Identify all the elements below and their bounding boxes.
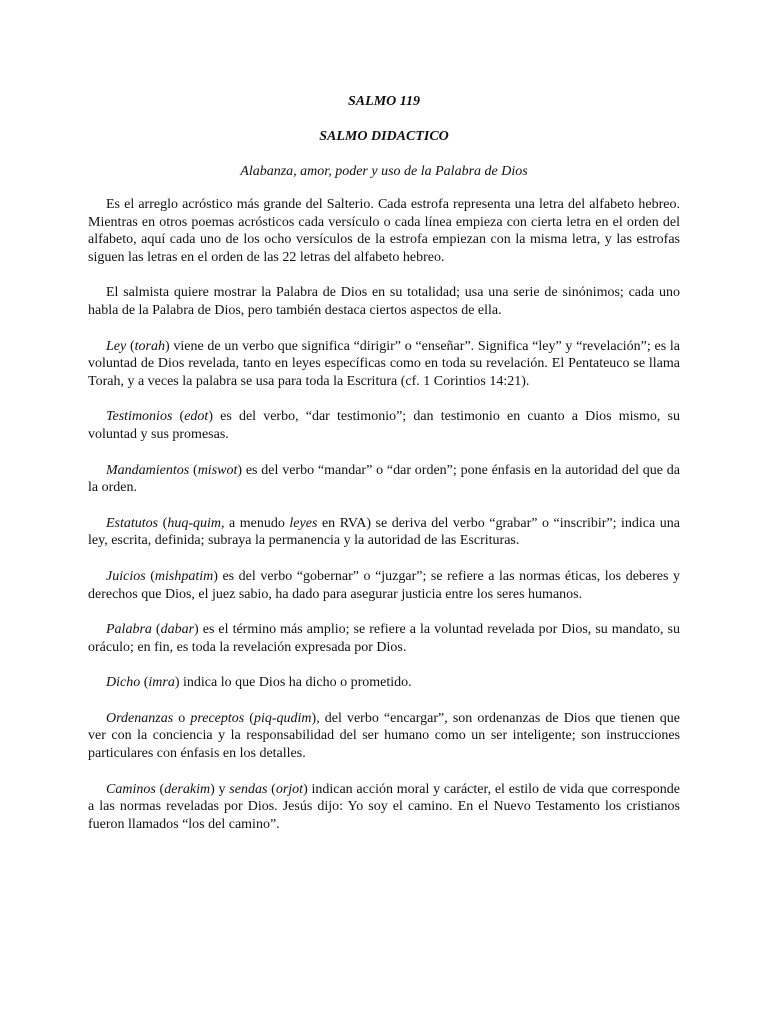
term-juicios: Juicios: [106, 568, 146, 584]
document-tagline: Alabanza, amor, poder y uso de la Palabra de Dios: [240, 164, 528, 179]
paragraph-ordenanzas: Ordenanzas o preceptos (piq-qudim), del verbo “encargar”, son ordenanzas de Dios que tienen que ver con la conciencia y la responsabilidad del ser humano como un ser inteligente; son instrucciones particulares con énfasis en los detalles.: [88, 710, 680, 762]
paragraph-testimonios: Testimonios (edot) es del verbo, “dar testimonio”; dan testimonio en cuanto a Dios mismo, su voluntad y sus promesas.: [88, 409, 680, 442]
term-estatutos: Estatutos: [106, 515, 159, 531]
paragraph-palabra: Palabra (dabar) es el término más amplio; se refiere a la voluntad revelada por Dios, su mandato, su oráculo; en fin, es toda la revelación expresada por Dios.: [88, 622, 680, 655]
paragraph-estatutos: Estatutos (huq-quim, a menudo leyes en RVA) se deriva del verbo “grabar” o “inscribir”; indica una ley, escrita, definida; subraya la permanencia y la autoridad de las Escrituras.: [88, 515, 680, 549]
document-heading: SALMO DIDACTICO: [319, 129, 449, 144]
paragraph-mandamientos: Mandamientos (miswot) es del verbo “mandar” o “dar orden”; pone énfasis en la autoridad del que da la orden.: [88, 462, 680, 496]
term-leyes: leyes: [289, 515, 318, 531]
hebrew-torah: torah: [134, 338, 165, 354]
hebrew-piq-qudim: piq-qudim: [253, 710, 312, 726]
hebrew-dabar: dabar: [160, 622, 195, 638]
hebrew-edot: edot: [184, 409, 209, 425]
term-preceptos: preceptos: [190, 710, 245, 726]
term-testimonios: Testimonios: [106, 409, 173, 425]
intro-paragraph-2: El salmista quiere mostrar la Palabra de Dios en su totalidad; usa una serie de sinónimos; cada uno habla de la Palabra de Dios, pero también destaca ciertos aspectos de ella.: [88, 285, 680, 318]
paragraph-caminos: Caminos (derakim) y sendas (orjot) indican acción moral y carácter, el estilo de vida que corresponde a las normas reveladas por Dios. Jesús dijo: Yo soy el camino. En el Nuevo Testamento los cristianos fueron llamados “los del camino”.: [88, 781, 680, 832]
hebrew-mishpatim: mishpatim: [154, 568, 214, 584]
term-sendas: sendas: [229, 781, 268, 797]
document-page: [88, 90, 680, 851]
paragraph-ley: Ley (torah) viene de un verbo que significa “dirigir” o “enseñar”. Significa “ley” y “revelación”; es la voluntad de Dios revelada, tanto en leyes específicas como en toda su revelación. El Pentateuco se llama Torah, y a veces la palabra se usa para toda la Escritura (cf. 1 Corintios 14:21).: [88, 338, 681, 389]
term-caminos: Caminos: [106, 781, 156, 797]
term-ley: Ley: [106, 338, 127, 354]
hebrew-imra: imra: [148, 675, 175, 691]
paragraph-dicho: Dicho (imra) indica lo que Dios ha dicho o prometido.: [106, 675, 412, 691]
document-title: SALMO 119: [348, 94, 420, 109]
paragraph-juicios: Juicios (mishpatim) es del verbo “gobernar” o “juzgar”; se refiere a las normas éticas, los deberes y derechos que Dios, el juez sabio, ha dado para asegurar justicia entre los seres humanos.: [88, 568, 680, 602]
term-ordenanzas: Ordenanzas: [106, 710, 174, 726]
hebrew-huq-quim: huq-quim: [167, 515, 221, 531]
term-dicho: Dicho: [106, 675, 141, 691]
hebrew-derakim: derakim: [164, 781, 211, 797]
hebrew-orjot: orjot: [275, 781, 304, 797]
hebrew-miswot: miswot: [197, 462, 238, 478]
intro-paragraph-1: Es el arreglo acróstico más grande del Salterio. Cada estrofa representa una letra del alfabeto hebreo. Mientras en otros poemas acrósticos cada versículo o cada línea empieza con cierta letra en el orden del alfabeto, aquí cada uno de los ocho versículos de la estrofa empiezan con la misma letra, y las estrofas siguen las letras en el orden de las 22 letras del alfabeto hebreo.: [88, 197, 680, 265]
term-mandamientos: Mandamientos: [106, 462, 190, 478]
term-palabra: Palabra: [106, 622, 152, 638]
